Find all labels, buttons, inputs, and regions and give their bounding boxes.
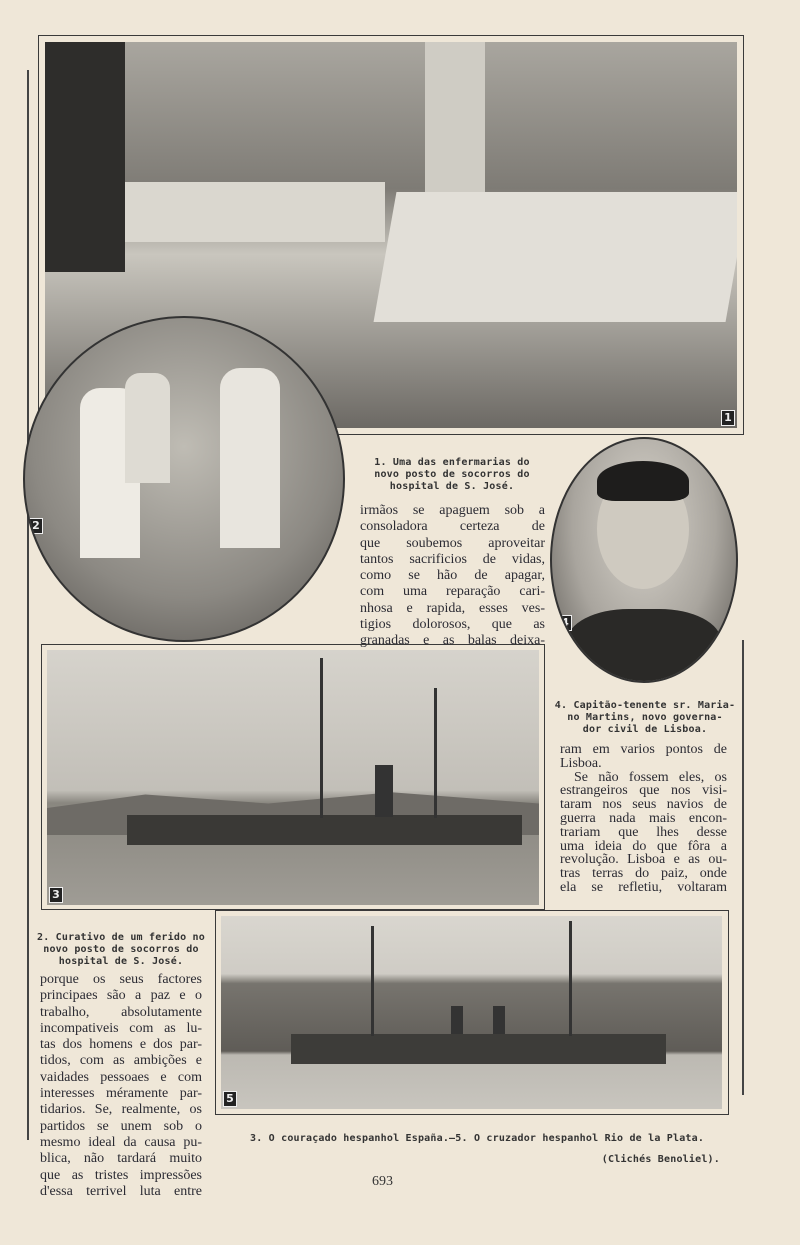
text-line: trabalho, absolutamente bbox=[40, 1004, 202, 1020]
text-line: nhosa e rapida, esses ves- bbox=[360, 600, 545, 616]
photo-4-portrait-mariano-martins bbox=[550, 437, 738, 683]
text-line: blica, não tardará muito bbox=[40, 1151, 202, 1167]
text-line: tantos sacrificios de vidas, bbox=[360, 551, 545, 567]
text-line: com uma reparação cari- bbox=[360, 584, 545, 600]
ward-beds-right bbox=[374, 192, 737, 322]
ship-mast bbox=[371, 926, 374, 1036]
portrait-hair bbox=[597, 461, 689, 501]
ward-wall-shadow bbox=[45, 42, 125, 272]
caption-photos-3-5: 3. O couraçado hespanhol España.—5. O cruzador hespanhol Rio de la Plata. bbox=[250, 1133, 705, 1144]
text-line: irmãos se apaguem sob a bbox=[360, 503, 545, 518]
text-line: trariam que lhes desse bbox=[560, 824, 727, 840]
photo-5-cruiser-rio-de-la-plata bbox=[221, 916, 722, 1109]
caption-line: hospital de S. José. bbox=[58, 956, 184, 967]
caption-line: 1. Uma das enfermarias do bbox=[374, 457, 530, 468]
ward-pillar bbox=[425, 42, 485, 212]
ship-funnel bbox=[375, 765, 393, 817]
text-line: Se não fossem eles, os bbox=[574, 769, 727, 785]
portrait-jacket bbox=[567, 609, 721, 683]
text-line: incompativeis com as lu- bbox=[40, 1020, 202, 1036]
text-line: mesmo ideal da causa pu- bbox=[40, 1134, 202, 1150]
caption-photo-1 bbox=[352, 457, 552, 493]
photo-5-number: 5 bbox=[223, 1091, 237, 1107]
photo-2-number: 2 bbox=[29, 518, 43, 534]
text-line: revolução. Lisboa e as ou- bbox=[560, 852, 727, 868]
text-line: tidos, com as ambições e bbox=[40, 1053, 202, 1069]
text-line: Lisboa. bbox=[560, 755, 602, 771]
photo-3-battleship-espana bbox=[47, 650, 539, 905]
ship-hull bbox=[291, 1034, 666, 1064]
text-line: tidarios. Se, realmente, os bbox=[40, 1102, 202, 1118]
doctor-figure bbox=[125, 373, 170, 483]
text-line: que as tristes impressões bbox=[40, 1167, 202, 1183]
caption-line: novo posto de socorros do bbox=[374, 469, 530, 480]
ship-funnel bbox=[493, 1006, 505, 1034]
text-line: consoladora certeza de bbox=[360, 519, 545, 535]
text-line: ela se refletiu, voltaram bbox=[560, 879, 727, 895]
text-column-2 bbox=[40, 972, 202, 1200]
photo-2-dressing-wound bbox=[23, 316, 345, 642]
ship-mast bbox=[569, 921, 572, 1036]
text-line: ram em varios pontos de bbox=[560, 742, 727, 757]
caption-line: 2. Curativo de um ferido no bbox=[37, 932, 205, 943]
caption-line: hospital de S. José. bbox=[389, 481, 515, 492]
text-line: que soubemos aproveitar bbox=[360, 535, 545, 551]
caption-photo-4 bbox=[550, 700, 740, 736]
text-line: interesses méramente par- bbox=[40, 1086, 202, 1102]
text-line: tigios dolorosos, que as bbox=[360, 617, 545, 633]
text-line: estrangeiros que nos visi- bbox=[560, 783, 727, 799]
text-line: principaes são a paz e o bbox=[40, 988, 202, 1004]
page-border-right bbox=[742, 640, 744, 1095]
page-number: 693 bbox=[372, 1174, 393, 1189]
ship-mast bbox=[434, 688, 437, 818]
caption-photo-2 bbox=[32, 932, 210, 968]
caption-line: 4. Capitão-tenente sr. Maria- bbox=[554, 700, 736, 711]
text-line: como se hão de apagar, bbox=[360, 568, 545, 584]
text-line: tas dos homens e dos par- bbox=[40, 1037, 202, 1053]
ward-beds-left bbox=[125, 182, 385, 242]
ship-funnel bbox=[451, 1006, 463, 1034]
text-column-1 bbox=[360, 503, 545, 650]
text-line: uma ideia do que fôra a bbox=[560, 838, 727, 854]
doctor-figure bbox=[220, 368, 280, 548]
text-line: tras terras do paiz, onde bbox=[560, 866, 727, 882]
photo-3-number: 3 bbox=[49, 887, 63, 903]
caption-line: dor civil de Lisboa. bbox=[582, 724, 708, 735]
text-line: partidos se unem sob o bbox=[40, 1118, 202, 1134]
text-line: vaidades pessoaes e com bbox=[40, 1069, 202, 1085]
caption-line: novo posto de socorros do bbox=[43, 944, 199, 955]
text-line: porque os seus factores bbox=[40, 972, 202, 987]
text-line: taram nos seus navios de bbox=[560, 797, 727, 813]
text-line: guerra nada mais encon- bbox=[560, 810, 727, 826]
photo-1-number: 1 bbox=[721, 410, 735, 426]
text-line: d'essa terrivel luta entre bbox=[40, 1183, 202, 1199]
caption-line: no Martins, novo governa- bbox=[567, 712, 723, 723]
text-line: granadas e as balas deixa- bbox=[360, 633, 545, 649]
photo-4-number: 4 bbox=[558, 615, 572, 631]
photo-credit: (Clichés Benoliel). bbox=[601, 1154, 720, 1165]
text-column-4 bbox=[560, 743, 727, 895]
page-border-left bbox=[27, 70, 29, 1140]
ship-hull bbox=[127, 815, 522, 845]
ship-mast bbox=[320, 658, 323, 818]
